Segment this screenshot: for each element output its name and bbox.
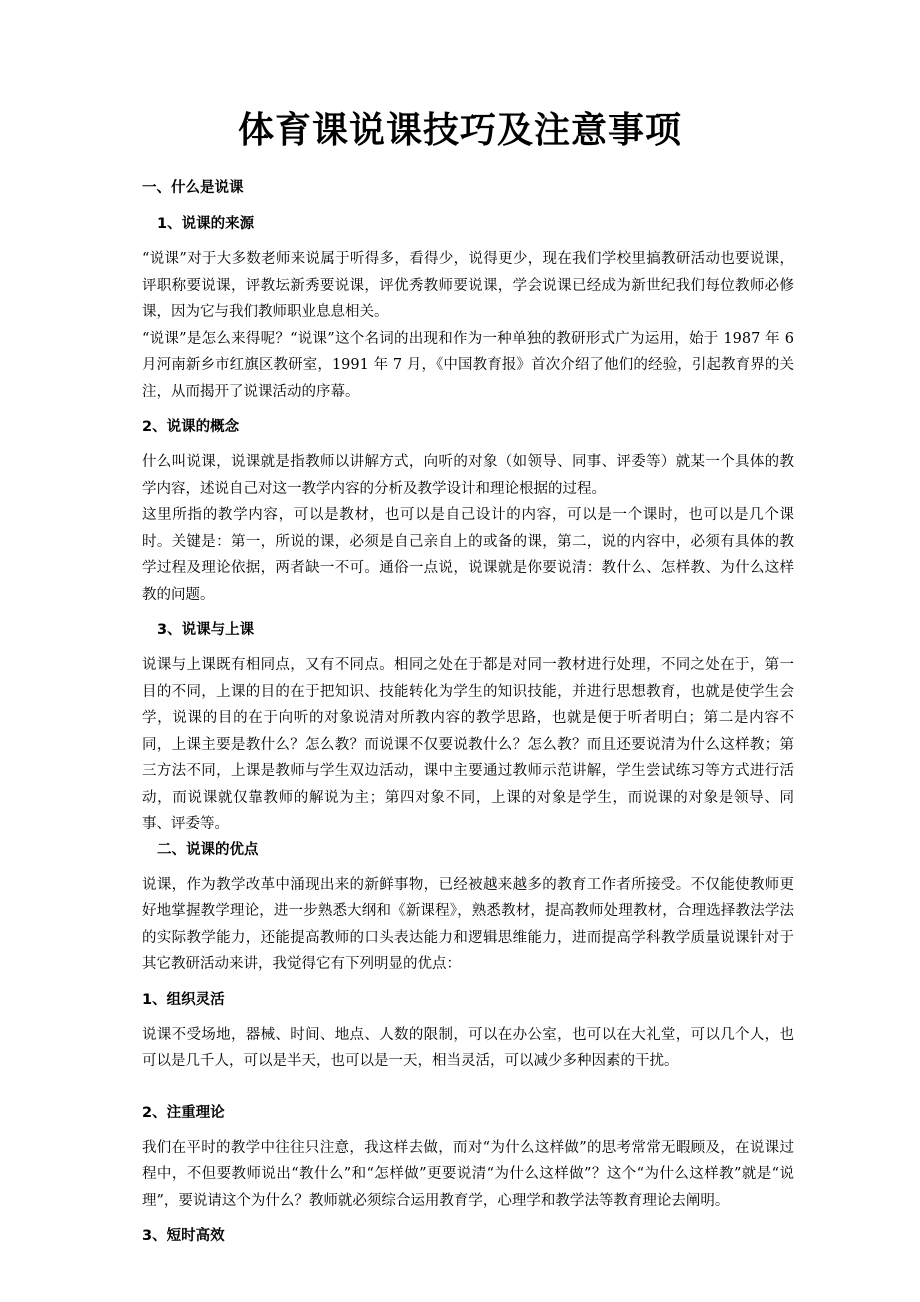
subheading-flexible: 1、组织灵活 bbox=[142, 991, 225, 1008]
section-heading-advantages: 二、说课的优点 bbox=[157, 841, 259, 858]
subheading-origin: 1、说课的来源 bbox=[157, 216, 255, 232]
subheading-theory: 2、注重理论 bbox=[142, 1104, 225, 1121]
paragraph-concept-1: 什么叫说课，说课就是指教师以讲解方式，向听的对象（如领导、同事、评委等）就某一个具体的教学内容，述说自己对这一教学内容的分析及教学设计和理论根据的过程。 bbox=[142, 454, 794, 497]
paragraph-advantages: 说课，作为教学改革中涌现出来的新鲜事物，已经被越来越多的教育工作者所接受。不仅能使教师更好地掌握教学理论，进一步熟悉大纲和《新课程》，熟悉教材，提高教师处理教材，合理选择教法学法的实际教学能力，还能提高教师的口头表达能力和逻辑思维能力，进而提高学科教学质量说课针对于其它教研活动来讲，我觉得它有下列明显的优点： bbox=[142, 876, 794, 972]
document-body bbox=[142, 176, 794, 1248]
paragraph-concept-2: 这里所指的教学内容，可以是教材，也可以是自己设计的内容，可以是一个课时，也可以是几个课时。关键是：第一，所说的课，必须是自己亲自上的或备的课，第二，说的内容中，必须有具体的教学过程及理论依据，两者缺一不可。通俗一点说，说课就是你要说清：教什么、怎样教、为什么这样教的问题。 bbox=[142, 507, 794, 603]
subheading-shuoke-vs-shangke: 3、说课与上课 bbox=[157, 622, 255, 638]
paragraph-origin-2: “说课”是怎么来得呢？“说课”这个名词的出现和作为一种单独的教研形式广为运用，始于 1987 年 6 月河南新乡市红旗区教研室，1991 年 7 月，《中国教育报》首次介绍了他们的经验，引起教育界的关注，从而揭开了说课活动的序幕。 bbox=[142, 330, 794, 400]
paragraph-flexible: 说课不受场地，器械、时间、地点、人数的限制，可以在办公室，也可以在大礼堂，可以几个人，也可以是几千人，可以是半天，也可以是一天，相当灵活，可以减少多种因素的干扰。 bbox=[142, 1026, 794, 1069]
paragraph-shuoke-vs-shangke: 说课与上课既有相同点，又有不同点。相同之处在于都是对同一教材进行处理，不同之处在于，第一目的不同，上课的目的在于把知识、技能转化为学生的知识技能，并进行思想教育，也就是使学生会学，说课的目的在于向听的对象说清对所教内容的教学思路，也就是便于听者明白；第二是内容不同，上课主要是教什么？怎么教？而说课不仅要说教什么？怎么教？而且还要说清为什么这样教；第三方法不同，上课是教师与学生双边活动，课中主要通过教师示范讲解，学生尝试练习等方式进行活动，而说课就仅靠教师的解说为主；第四对象不同，上课的对象是学生，而说课的对象是领导、同事、评委等。 bbox=[142, 657, 794, 832]
paragraph-origin-1: “说课”对于大多数老师来说属于听得多，看得少，说得更少，现在我们学校里搞教研活动也要说课，评职称要说课，评教坛新秀要说课，评优秀教师要说课，学会说课已经成为新世纪我们每位教师必修课，因为它与我们教师职业息息相关。 bbox=[142, 251, 794, 320]
subheading-concept: 2、说课的概念 bbox=[142, 419, 240, 435]
paragraph-theory: 我们在平时的教学中往往只注意，我这样去做，而对“为什么这样做”的思考常常无暇顾及，在说课过程中，不但要教师说出“教什么”和“怎样做”更要说清“为什么这样做”？这个“为什么这样教”就是“说理”，要说请这个为什么？教师就必须综合运用教育学，心理学和教学法等教育理论去阐明。 bbox=[142, 1139, 794, 1209]
section-heading-what-is-shuoke: 一、什么是说课 bbox=[142, 180, 244, 196]
subheading-efficient: 3、短时高效 bbox=[142, 1228, 225, 1244]
page-title: 体育课说课技巧及注意事项 bbox=[237, 110, 682, 151]
